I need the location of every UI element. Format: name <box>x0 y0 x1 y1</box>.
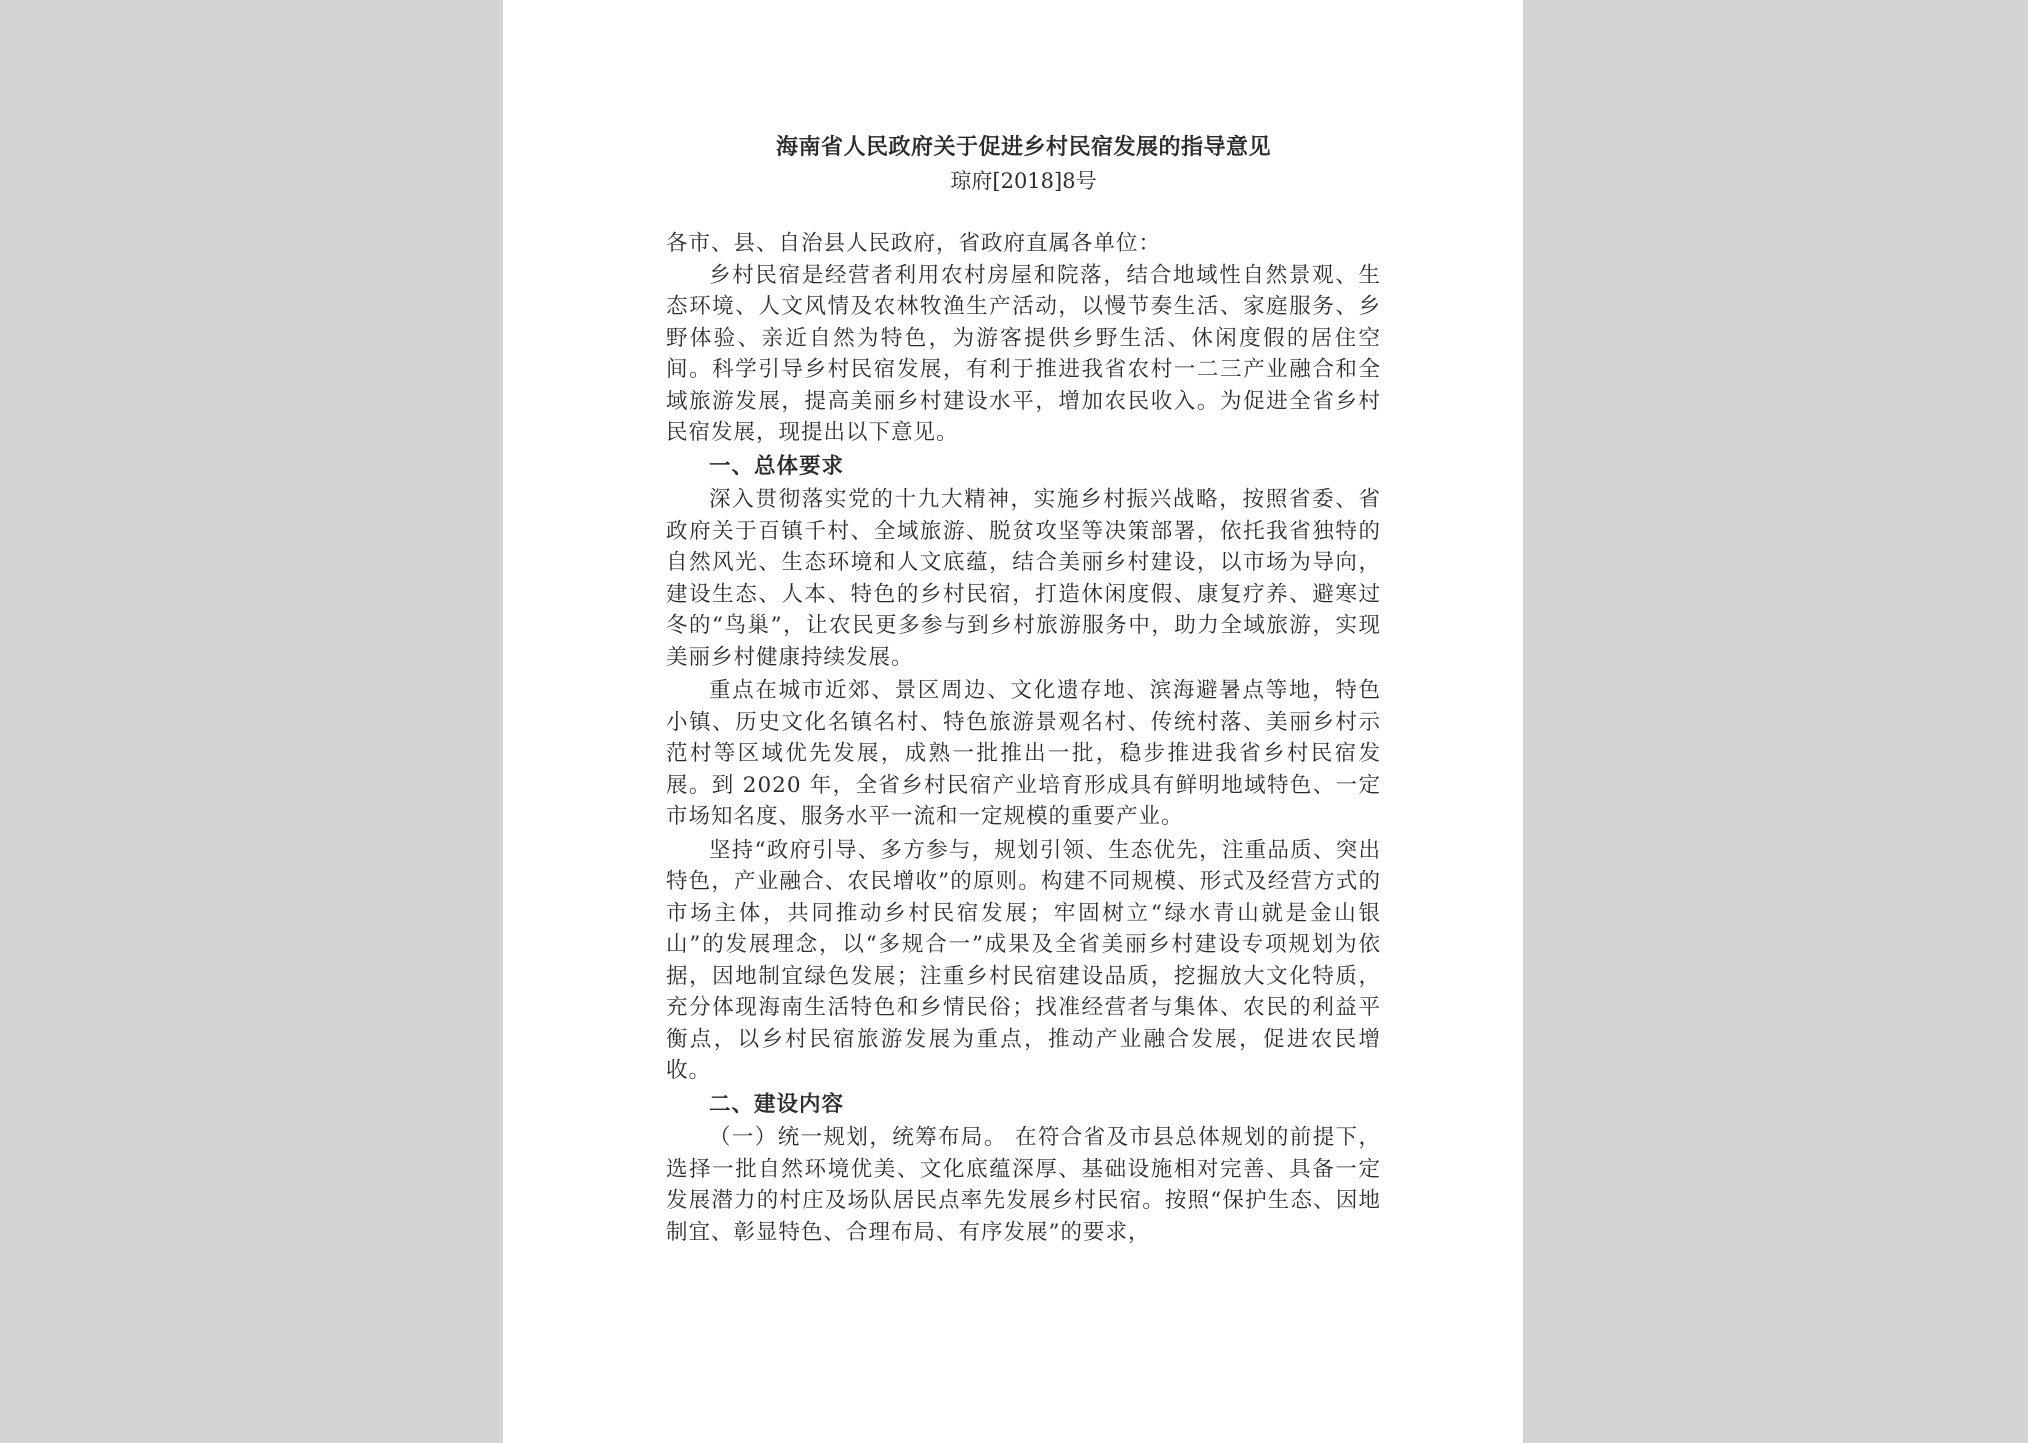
document-title: 海南省人民政府关于促进乡村民宿发展的指导意见 <box>775 134 1271 160</box>
document-page <box>503 0 1523 1443</box>
salutation: 各市、县、自治县人民政府，省政府直属各单位： <box>666 231 1162 256</box>
section-heading-general-requirements: 一、总体要求 <box>709 453 845 479</box>
section1-paragraph-3: 坚持“政府引导、多方参与，规划引领、生态优先，注重品质、突出特色，产业融合、农民增收”的原则。构建不同规模、形式及经营方式的市场主体，共同推动乡村民宿发展；牢固树立“绿水青山就是金山银山”的发展理念，以“多规合一”成果及全省美丽乡村建设专项规划为依据，因地制宜绿色发展；注重乡村民宿建设品质，挖掘放大文化特质，充分体现海南生活特色和乡情民俗；找准经营者与集体、农民的利益平衡点，以乡村民宿旅游发展为重点，推动产业融合发展，促进农民增收。 <box>666 837 1381 1083</box>
section1-paragraph-1: 深入贯彻落实党的十九大精神，实施乡村振兴战略，按照省委、省政府关于百镇千村、全域旅游、脱贫攻坚等决策部署，依托我省独特的自然风光、生态环境和人文底蕴，结合美丽乡村建设，以市场为导向，建设生态、人本、特色的乡村民宿，打造休闲度假、康复疗养、避寒过冬的“鸟巢”，让农民更多参与到乡村旅游服务中，助力全域旅游，实现美丽乡村健康持续发展。 <box>666 487 1381 670</box>
document-number: 琼府[2018]8号 <box>950 169 1097 193</box>
section1-paragraph-2: 重点在城市近郊、景区周边、文化遗存地、滨海避暑点等地，特色小镇、历史文化名镇名村、特色旅游景观名村、传统村落、美丽乡村示范村等区域优先发展，成熟一批推出一批，稳步推进我省乡村民宿发展。到 2020 年，全省乡村民宿产业培育形成具有鲜明地域特色、一定市场知名度、服务水平一流和一定规模的重要产业。 <box>666 678 1381 829</box>
intro-paragraph: 乡村民宿是经营者利用农村房屋和院落，结合地域性自然景观、生态环境、人文风情及农林牧渔生产活动，以慢节奏生活、家庭服务、乡野体验、亲近自然为特色，为游客提供乡野生活、休闲度假的居住空间。科学引导乡村民宿发展，有利于推进我省农村一二三产业融合和全域旅游发展，提高美丽乡村建设水平，增加农民收入。为促进全省乡村民宿发展，现提出以下意见。 <box>666 262 1381 445</box>
section-heading-construction-content: 二、建设内容 <box>709 1091 845 1117</box>
section2-paragraph-1: （一）统一规划，统筹布局。 在符合省及市县总体规划的前提下，选择一批自然环境优美、文化底蕴深厚、基础设施相对完善、具备一定发展潜力的村庄及场队居民点率先发展乡村民宿。按照“保护生态、因地制宜、彰显特色、合理布局、有序发展”的要求， <box>666 1125 1381 1245</box>
